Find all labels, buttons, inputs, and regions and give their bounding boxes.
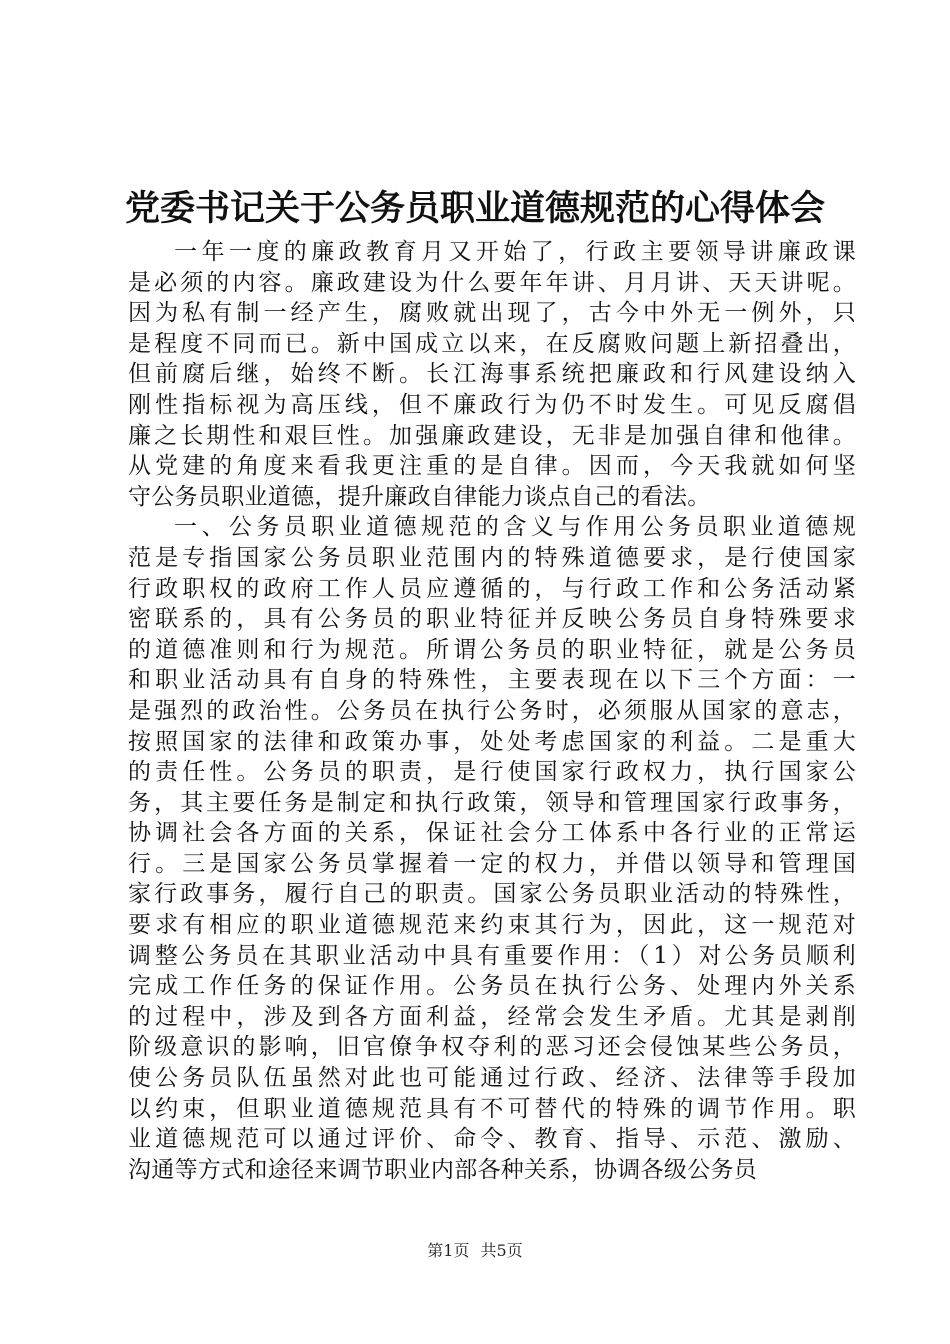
body-line: 调整公务员在其职业活动中具有重要作用：（1）对公务员顺利 (128, 942, 856, 969)
body-line: 的责任性。公务员的职责，是行使国家行政权力，执行国家公 (128, 759, 856, 786)
body-line: 沟通等方式和途径来调节职业内部各种关系，协调各级公务员 (128, 1156, 758, 1183)
body-line: 一年一度的廉政教育月又开始了，行政主要领导讲廉政课 (174, 239, 856, 265)
body-line: 业道德规范可以通过评价、命令、教育、指导、示范、激励、 (128, 1126, 856, 1153)
body-line: 的道德准则和行为规范。所谓公务员的职业特征，就是公务员 (128, 636, 856, 663)
body-line: 从党建的角度来看我更注重的是自律。因而，今天我就如何坚 (128, 453, 856, 480)
body-line: 使公务员队伍虽然对此也可能通过行政、经济、法律等手段加 (128, 1065, 856, 1092)
body-line: 行。三是国家公务员掌握着一定的权力，并借以领导和管理国 (128, 850, 856, 877)
body-line: 以约束，但职业道德规范具有不可替代的特殊的调节作用。职 (128, 1095, 856, 1122)
document-body (128, 237, 856, 1185)
body-line: 协调社会各方面的关系，保证社会分工体系中各行业的正常运 (128, 820, 856, 847)
body-line: 因为私有制一经产生，腐败就出现了，古今中外无一例外，只 (128, 300, 856, 327)
body-line: 家行政事务，履行自己的职责。国家公务员职业活动的特殊性， (128, 881, 856, 908)
body-line: 是必须的内容。廉政建设为什么要年年讲、月月讲、天天讲呢。 (128, 269, 856, 296)
body-line: 密联系的，具有公务员的职业特征并反映公务员自身特殊要求 (128, 606, 856, 633)
body-line: 一、公务员职业道德规范的含义与作用公务员职业道德规 (174, 514, 856, 541)
body-line: 刚性指标视为高压线，但不廉政行为仍不时发生。可见反腐倡 (128, 391, 856, 418)
document-title: 党委书记关于公务员职业道德规范的心得体会 (124, 188, 825, 229)
body-line: 完成工作任务的保证作用。公务员在执行公务、处理内外关系 (128, 973, 856, 1000)
body-line: 按照国家的法律和政策办事，处处考虑国家的利益。二是重大 (128, 728, 856, 755)
body-line: 务，其主要任务是制定和执行政策，领导和管理国家行政事务， (128, 789, 856, 816)
body-line: 但前腐后继，始终不断。长江海事系统把廉政和行风建设纳入 (128, 361, 856, 388)
body-line: 守公务员职业道德，提升廉政自律能力谈点自己的看法。 (128, 483, 711, 510)
page-footer (0, 1240, 950, 1262)
body-line: 和职业活动具有自身的特殊性，主要表现在以下三个方面：一 (128, 667, 856, 694)
page-number: 第1页 (427, 1241, 470, 1260)
body-line: 廉之长期性和艰巨性。加强廉政建设，无非是加强自律和他律。 (128, 422, 856, 449)
body-line: 是强烈的政治性。公务员在执行公务时，必须服从国家的意志， (128, 697, 856, 724)
body-line: 的过程中，涉及到各方面利益，经常会发生矛盾。尤其是剥削 (128, 1003, 856, 1030)
body-line: 行政职权的政府工作人员应遵循的，与行政工作和公务活动紧 (128, 575, 856, 602)
page-total: 共5页 (480, 1241, 523, 1260)
body-line: 范是专指国家公务员职业范围内的特殊道德要求，是行使国家 (128, 544, 856, 571)
body-line: 是程度不同而已。新中国成立以来，在反腐败问题上新招叠出， (128, 330, 856, 357)
body-line: 阶级意识的影响，旧官僚争权夺利的恶习还会侵蚀某些公务员， (128, 1034, 856, 1061)
body-line: 要求有相应的职业道德规范来约束其行为，因此，这一规范对 (128, 912, 856, 939)
